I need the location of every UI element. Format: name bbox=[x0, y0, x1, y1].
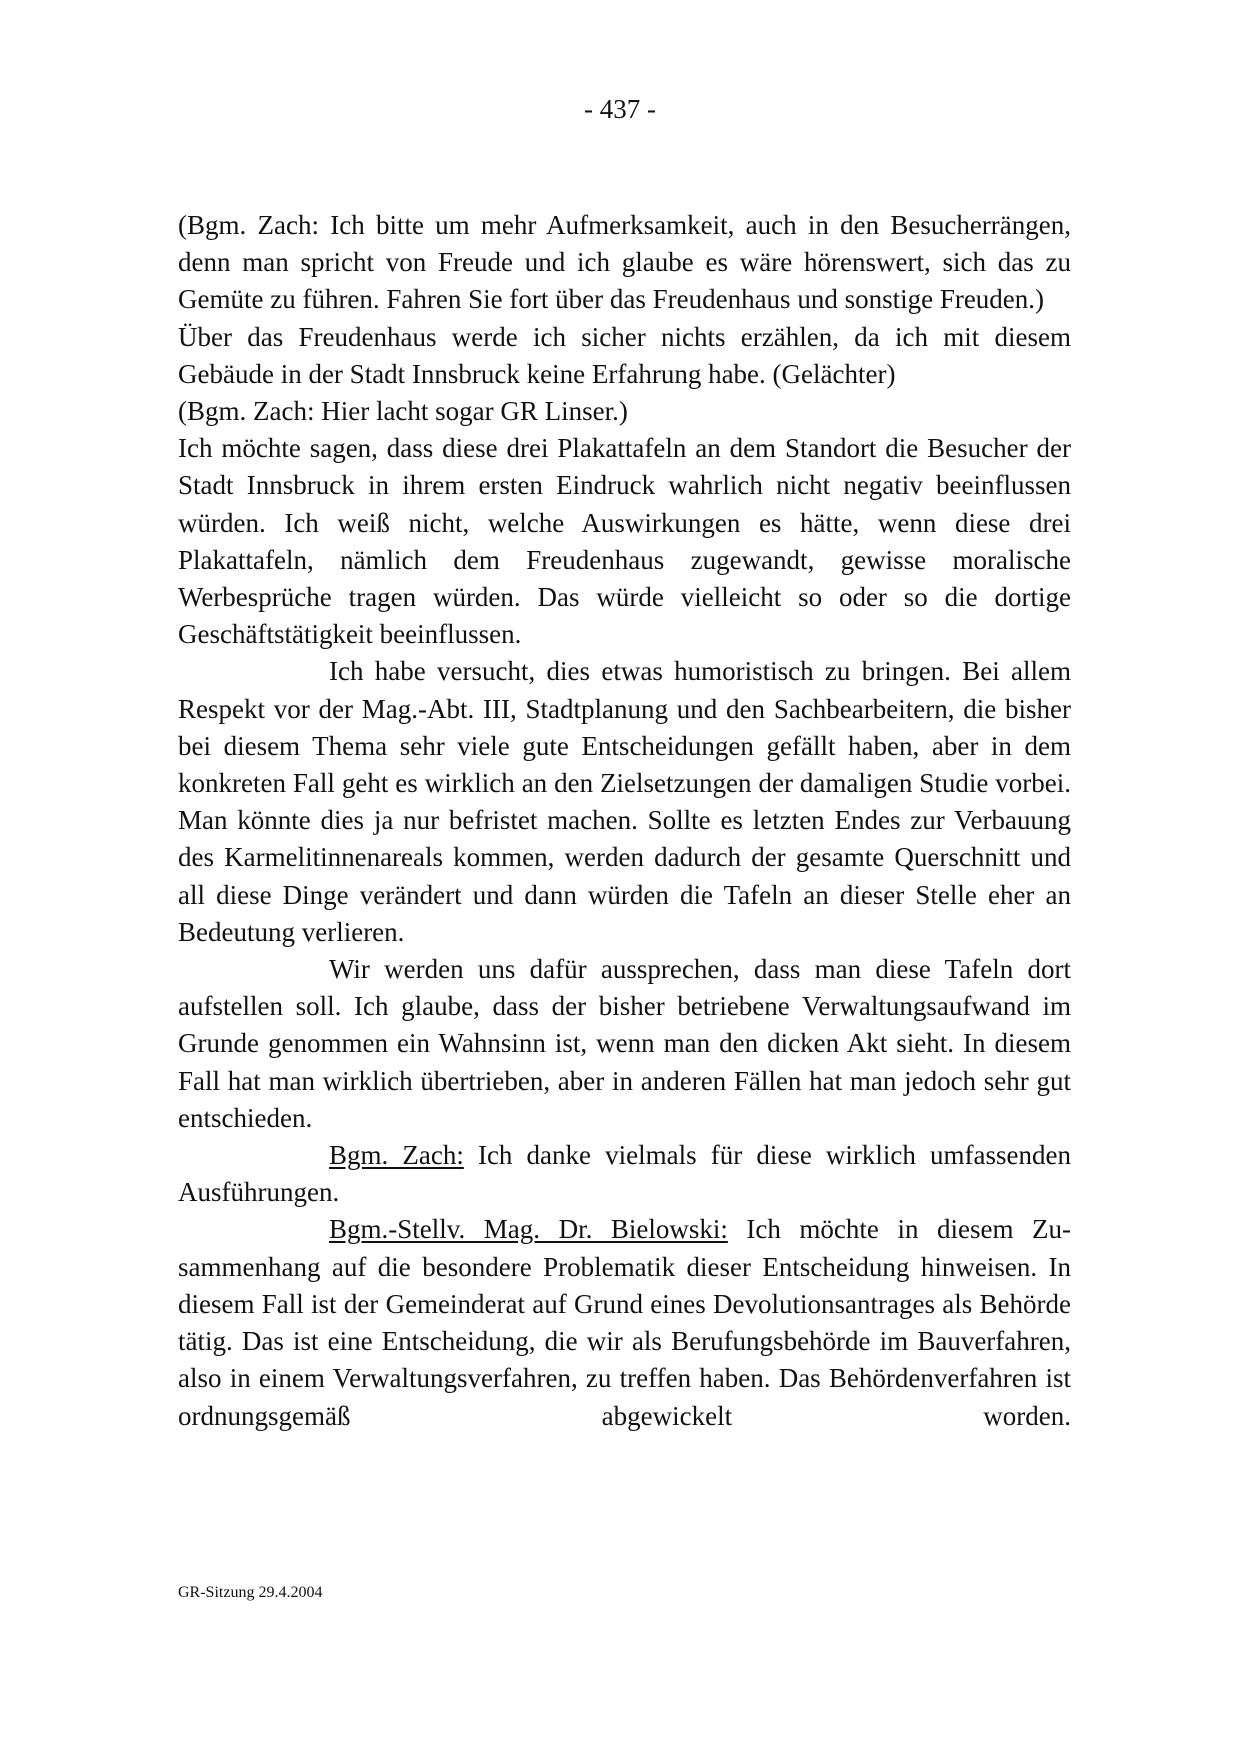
paragraph-freudenhaus: Über das Freudenhaus werde ich sicher nichts erzählen, da ich mit diesem Gebäude in der Stadt Innsbruck keine Erfahrung habe. (Gelächter) bbox=[178, 321, 1071, 389]
paragraph-zach-statement bbox=[178, 1137, 1071, 1211]
statement-text: Ich danke vielmals für diese wirklich umfassenden Ausführungen. bbox=[178, 1140, 1071, 1208]
paragraph-interjection-zach-1: (Bgm. Zach: Ich bitte um mehr Aufmerksamkeit, auch in den Besucherrängen, denn man spricht von Freude und ich glaube es wäre hörenswert, sich das zu Gemüte zu führen. Fahren Sie fort über das Freudenhaus und sonstige Freuden.) bbox=[178, 210, 1071, 315]
document-body bbox=[178, 207, 1071, 1435]
paragraph-aussprechen: Wir werden uns dafür aussprechen, dass man diese Tafeln dort aufstellen soll. Ich glaube, dass der bisher betriebene Verwaltungsaufwand im Grunde genommen ein Wahnsinn ist, wenn man den dicken Akt sieht. In diesem Fall hat man wirklich übertrieben, aber in anderen Fällen hat man jedoch sehr gut entschieden. bbox=[178, 954, 1071, 1133]
page-number: - 437 - bbox=[584, 94, 656, 124]
page-footer: GR-Sitzung 29.4.2004 bbox=[178, 1584, 323, 1601]
paragraph-humoristisch: Ich habe versucht, dies etwas humoristisch zu bringen. Bei allem Respekt vor der Mag.-Abt. III, Stadtplanung und den Sachbearbeitern, die bisher bei diesem Thema sehr viele gute Entscheidungen gefällt haben, aber in dem konkreten Fall geht es wirklich an den Zielsetzungen der damaligen Studie vorbei. Man könnte dies ja nur befristet machen. Sollte es letzten Endes zur Verbauung des Karmelitinnenareals kommen, werden dadurch der gesamte Querschnitt und all diese Dinge verändert und dann würden die Tafeln an dieser Stelle eher an Bedeutung verlieren. bbox=[178, 656, 1071, 947]
speaker-name: Bgm. Zach: bbox=[329, 1140, 464, 1171]
paragraph-interjection-zach-2: (Bgm. Zach: Hier lacht sogar GR Linser.) bbox=[178, 396, 628, 427]
speaker-name: Bgm.-Stellv. Mag. Dr. Bielowski: bbox=[329, 1214, 728, 1245]
paragraph-bielowski-statement bbox=[178, 1211, 1071, 1434]
paragraph-plakattafeln: Ich möchte sagen, dass diese drei Plakattafeln an dem Standort die Besucher der Stadt Innsbruck in ihrem ersten Eindruck wahrlich nicht negativ beeinflussen würden. Ich weiß nicht, welche Auswirkungen es hätte, wenn diese drei Plakattafeln, nämlich dem Freudenhaus zugewandt, gewisse moralische Werbesprüche tragen würden. Das würde vielleicht so oder so die dortige Geschäftstätigkeit beeinflussen. bbox=[178, 433, 1071, 650]
statement-text: Ich möchte in diesem Zusammenhang auf die besondere Problematik dieser Entscheidung hinweisen. In diesem Fall ist der Gemeinderat auf Grund eines Devolutionsantrages als Behörde tätig. Das ist eine Entscheidung, die wir als Berufungsbehörde im Bauverfahren, also in einem Verwaltungsverfahren, zu treffen haben. Das Behördenverfahren ist ordnungsgemäß abgewickelt worden. bbox=[178, 1214, 1071, 1431]
